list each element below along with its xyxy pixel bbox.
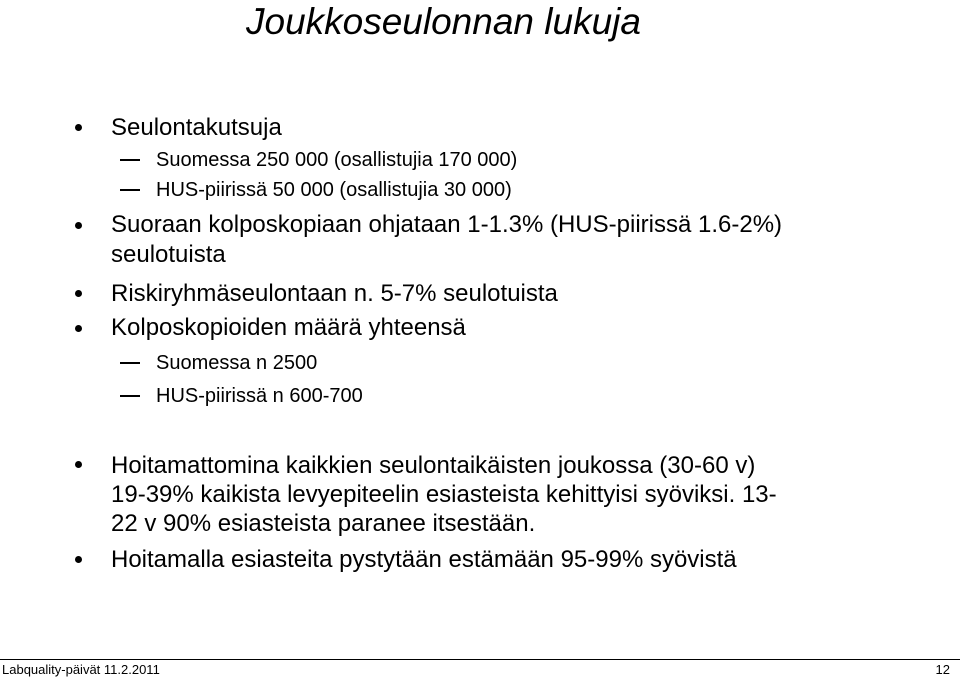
bullet-text: Suoraan kolposkopiaan ohjataan 1-1.3% (HUS-piirissä 1.6-2%) <box>111 211 783 238</box>
bullet-text: Kolposkopioiden määrä yhteensä <box>111 314 466 341</box>
bullet-icon <box>75 222 82 229</box>
bullet-icon <box>75 124 82 131</box>
bullet-text-continuation: 19-39% kaikista levyepiteelin esiasteista kehittyisi syöviksi. 13- <box>111 481 777 508</box>
bullet-text: Hoitamalla esiasteita pystytään estämään 95-99% syövistä <box>111 546 737 573</box>
slide-title: Joukkoseulonnan lukuja <box>246 1 641 42</box>
dash-icon <box>120 395 140 397</box>
bullet-text: Hoitamattomina kaikkien seulontaikäisten joukossa (30-60 v) <box>111 452 756 479</box>
footer-left-text: Labquality-päivät 11.2.2011 <box>2 662 160 677</box>
bullet-icon <box>75 556 82 563</box>
bullet-icon <box>75 290 82 297</box>
bullet-text-continuation: 22 v 90% esiasteista paranee itsestään. <box>111 510 536 537</box>
bullet-icon <box>75 461 82 468</box>
dash-icon <box>120 159 140 161</box>
page-number: 12 <box>935 662 950 677</box>
bullet-icon <box>75 325 82 332</box>
sub-bullet-text: Suomessa 250 000 (osallistujia 170 000) <box>156 149 518 171</box>
sub-bullet-text: HUS-piirissä 50 000 (osallistujia 30 000) <box>156 179 512 201</box>
bullet-text: Riskiryhmäseulontaan n. 5-7% seulotuista <box>111 280 558 307</box>
dash-icon <box>120 189 140 191</box>
bullet-text-continuation: seulotuista <box>111 241 226 268</box>
bullet-text: Seulontakutsuja <box>111 114 282 141</box>
sub-bullet-text: HUS-piirissä n 600-700 <box>156 385 363 407</box>
sub-bullet-text: Suomessa n 2500 <box>156 352 318 374</box>
dash-icon <box>120 362 140 364</box>
